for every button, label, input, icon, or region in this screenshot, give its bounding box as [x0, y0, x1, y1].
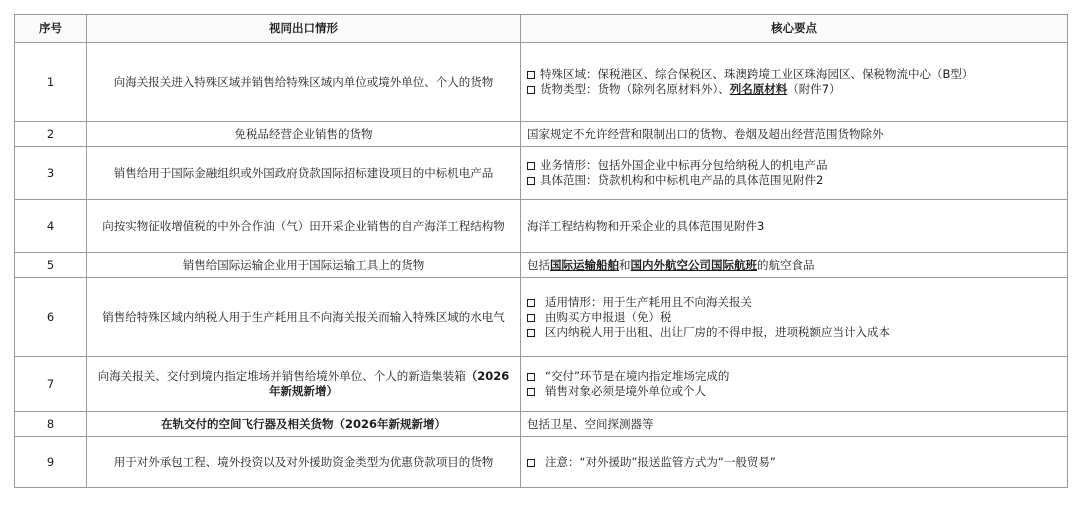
table-row [15, 278, 1068, 357]
bullet-item: 适用情形：用于生产耗用且不向海关报关 [527, 295, 1061, 310]
row-num: 7 [15, 357, 87, 412]
row-num: 3 [15, 147, 87, 200]
table-row [15, 253, 1068, 278]
bullet-item: 业务情形：包括外国企业中标再分包给纳税人的机电产品 [527, 158, 1061, 173]
table-row [15, 43, 1068, 122]
row-num: 2 [15, 122, 87, 147]
row-num: 5 [15, 253, 87, 278]
row-key [521, 43, 1068, 122]
table-row [15, 437, 1068, 488]
checkbox-icon [527, 373, 535, 381]
table-row [15, 122, 1068, 147]
row-scene: 用于对外承包工程、境外投资以及对外援助资金类型为优惠贷款项目的货物 [87, 437, 521, 488]
row-scene: 销售给特殊区域内纳税人用于生产耗用且不向海关报关而输入特殊区域的水电气 [87, 278, 521, 357]
new-rule-tag: （2026年新规新增） [269, 369, 510, 398]
checkbox-icon [527, 299, 535, 307]
bullet-item: 由购买方申报退（免）税 [527, 310, 1061, 325]
checkbox-icon [527, 86, 535, 94]
bullet-item: “交付”环节是在境内指定堆场完成的 [527, 369, 1061, 384]
row-num: 9 [15, 437, 87, 488]
checkbox-icon [527, 71, 535, 79]
row-scene: 免税品经营企业销售的货物 [87, 122, 521, 147]
bullet-item: 货物类型：货物（除列名原材料外）、列名原材料（附件7） [527, 82, 1061, 97]
header-num: 序号 [15, 15, 87, 43]
keyword-link[interactable]: 国内外航空公司国际航班 [630, 257, 757, 272]
row-key [521, 147, 1068, 200]
row-key: 包括卫星、空间探测器等 [521, 412, 1068, 437]
row-key: 包括国际运输船舶和国内外航空公司国际航班的航空食品 [521, 253, 1068, 278]
checkbox-icon [527, 329, 535, 337]
header-key: 核心要点 [521, 15, 1068, 43]
bullet-item: 销售对象必须是境外单位或个人 [527, 384, 1061, 399]
table-row [15, 200, 1068, 253]
table-row [15, 357, 1068, 412]
checkbox-icon [527, 388, 535, 396]
export-scenarios-table [14, 14, 1068, 488]
row-key [521, 278, 1068, 357]
row-scene: 销售给用于国际金融组织或外国政府贷款国际招标建设项目的中标机电产品 [87, 147, 521, 200]
bullet-item: 注意：“对外援助”报送监管方式为“一般贸易” [527, 455, 1061, 470]
header-row [15, 15, 1068, 43]
row-key [521, 357, 1068, 412]
row-num: 8 [15, 412, 87, 437]
checkbox-icon [527, 177, 535, 185]
checkbox-icon [527, 314, 535, 322]
row-scene: 销售给国际运输企业用于国际运输工具上的货物 [87, 253, 521, 278]
row-scene: 向按实物征收增值税的中外合作油（气）田开采企业销售的自产海洋工程结构物 [87, 200, 521, 253]
bullet-item: 特殊区域：保税港区、综合保税区、珠澳跨境工业区珠海园区、保税物流中心（B型） [527, 67, 1061, 82]
row-key [521, 437, 1068, 488]
header-scene: 视同出口情形 [87, 15, 521, 43]
row-scene: 向海关报关进入特殊区域并销售给特殊区域内单位或境外单位、个人的货物 [87, 43, 521, 122]
bullet-item: 具体范围：贷款机构和中标机电产品的具体范围见附件2 [527, 173, 1061, 188]
table-row [15, 412, 1068, 437]
row-num: 6 [15, 278, 87, 357]
checkbox-icon [527, 162, 535, 170]
row-key: 海洋工程结构物和开采企业的具体范围见附件3 [521, 200, 1068, 253]
bullet-item: 区内纳税人用于出租、出让厂房的不得申报，进项税额应当计入成本 [527, 325, 1061, 340]
row-num: 4 [15, 200, 87, 253]
attachment-link[interactable]: 列名原材料 [729, 82, 788, 96]
row-scene: 向海关报关、交付到境内指定堆场并销售给境外单位、个人的新造集装箱（2026年新规新增） [87, 357, 521, 412]
row-num: 1 [15, 43, 87, 122]
keyword-link[interactable]: 国际运输船舶 [550, 257, 619, 272]
table-row [15, 147, 1068, 200]
checkbox-icon [527, 459, 535, 467]
row-key: 国家规定不允许经营和限制出口的货物、卷烟及超出经营范围货物除外 [521, 122, 1068, 147]
row-scene: 在轨交付的空间飞行器及相关货物（2026年新规新增） [87, 412, 521, 437]
